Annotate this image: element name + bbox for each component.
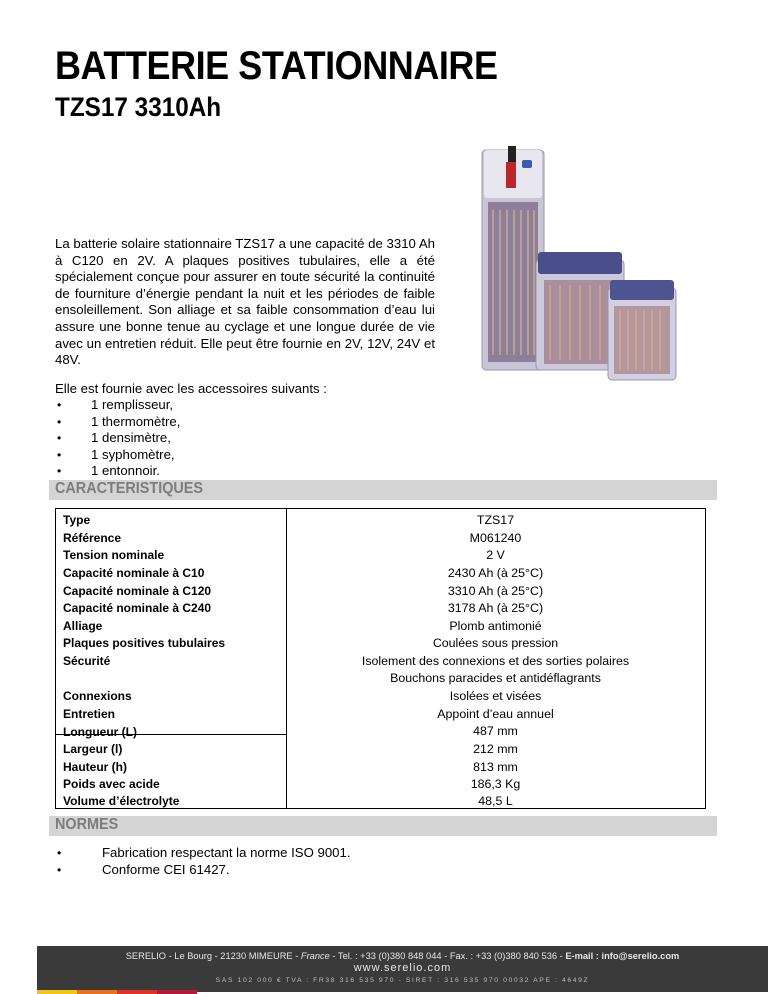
list-item: • 1 remplisseur,: [55, 397, 180, 414]
spec-value: 813 mm: [473, 760, 518, 774]
spec-value: 48,5 L: [478, 794, 513, 808]
footer-address: [37, 951, 768, 961]
spec-label: Connexions: [63, 689, 132, 703]
spec-value: Bouchons paracides et antidéflagrants: [390, 671, 601, 685]
section-header-caracteristiques: [49, 480, 717, 500]
list-item: • 1 thermomètre,: [55, 414, 180, 431]
section-header-normes: [49, 816, 717, 836]
spec-value: M061240: [469, 531, 522, 545]
battery-product-image: [470, 140, 680, 385]
spec-value: 3310 Ah (à 25°C): [447, 584, 544, 598]
spec-value: Coulées sous pression: [432, 636, 559, 650]
spec-label: Capacité nominale à C10: [63, 566, 205, 580]
footer-phone-text: - Tel. : +33 (0)380 848 044 - Fax. : +33 (0)380 840 536 -: [329, 951, 566, 961]
stripe: [77, 990, 117, 994]
spec-value: 2 V: [486, 548, 505, 562]
footer-website-link[interactable]: www.serelio.com: [353, 962, 452, 974]
spec-label: Hauteur (h): [63, 760, 127, 774]
list-item: • 1 syphomètre,: [55, 447, 180, 464]
footer-legal: SAS 102 000 € TVA : FR38 316 535 970 - SIRET : 316 535 970 00032 APE : 4649Z: [215, 977, 590, 984]
footer-country: France: [300, 951, 330, 961]
spec-label: Plaques positives tubulaires: [63, 636, 226, 650]
spec-value: 212 mm: [473, 742, 518, 756]
spec-label: Sécurité: [63, 654, 111, 668]
spec-value: 3178 Ah (à 25°C): [447, 601, 544, 615]
spec-value: 186,3 Kg: [470, 777, 521, 791]
list-item: • 1 entonnoir.: [55, 463, 180, 480]
spec-value: TZS17: [476, 513, 515, 527]
normes-list: [55, 845, 351, 878]
spec-label: Alliage: [63, 619, 103, 633]
spec-value: Appoint d’eau annuel: [437, 707, 554, 721]
intro-paragraph: La batterie solaire stationnaire TZS17 a une capacité de 3310 Ah à C120 en 2V. A plaques positives tubulaires, elle a été spécialement conçue pour assurer en toute sécurité la continuité de fourniture d’énergie pendant la nuit et les périodes de faible ensoleillement. Son alliage et sa faible consommation d’eau lui assure une bonne tenue au cyclage et une longue durée de vie avec un entretien réduit. Elle peut être fournie en 2V, 12V, 24V et 48V.: [55, 236, 435, 368]
accessories-list: [55, 397, 180, 480]
spec-label: Capacité nominale à C120: [63, 584, 212, 598]
spec-label: Volume d’électrolyte: [63, 794, 180, 808]
spec-label: Longueur (L): [63, 725, 137, 739]
list-item: • Fabrication respectant la norme ISO 9001.: [55, 845, 351, 862]
list-item: • 1 densimètre,: [55, 430, 180, 447]
page-title: BATTERIE STATIONNAIRE: [55, 44, 498, 88]
spec-label: Type: [63, 513, 91, 527]
section-title: CARACTERISTIQUES: [55, 480, 204, 497]
spec-value: Plomb antimonié: [449, 619, 542, 633]
small-cell-illustration: [608, 280, 676, 380]
footer-address-text: SERELIO - Le Bourg - 21230 MIMEURE -: [125, 951, 301, 961]
stripe: [157, 990, 197, 994]
footer-color-stripes: [37, 990, 197, 994]
spec-table: [55, 508, 706, 809]
section-title: NORMES: [55, 816, 119, 833]
spec-value: Isolées et visées: [449, 689, 542, 703]
spec-value: Isolement des connexions et des sorties polaires: [361, 654, 630, 668]
spec-value: 487 mm: [473, 724, 518, 738]
spec-label: Entretien: [63, 707, 116, 721]
product-subtitle: TZS17 3310Ah: [55, 92, 222, 122]
spec-value: 2430 Ah (à 25°C): [447, 566, 544, 580]
spec-label: Référence: [63, 531, 122, 545]
accessories-intro: Elle est fournie avec les accessoires suivants :: [55, 381, 327, 396]
footer: [37, 946, 768, 992]
stripe: [37, 990, 77, 994]
stripe: [117, 990, 157, 994]
spec-label: Tension nominale: [63, 548, 165, 562]
spec-label: Largeur (l): [63, 742, 123, 756]
tall-cell-illustration: [482, 146, 544, 370]
list-item: • Conforme CEI 61427.: [55, 862, 351, 879]
spec-label: Poids avec acide: [63, 777, 160, 791]
spec-label: Capacité nominale à C240: [63, 601, 212, 615]
footer-email[interactable]: E-mail : info@serelio.com: [565, 951, 680, 961]
